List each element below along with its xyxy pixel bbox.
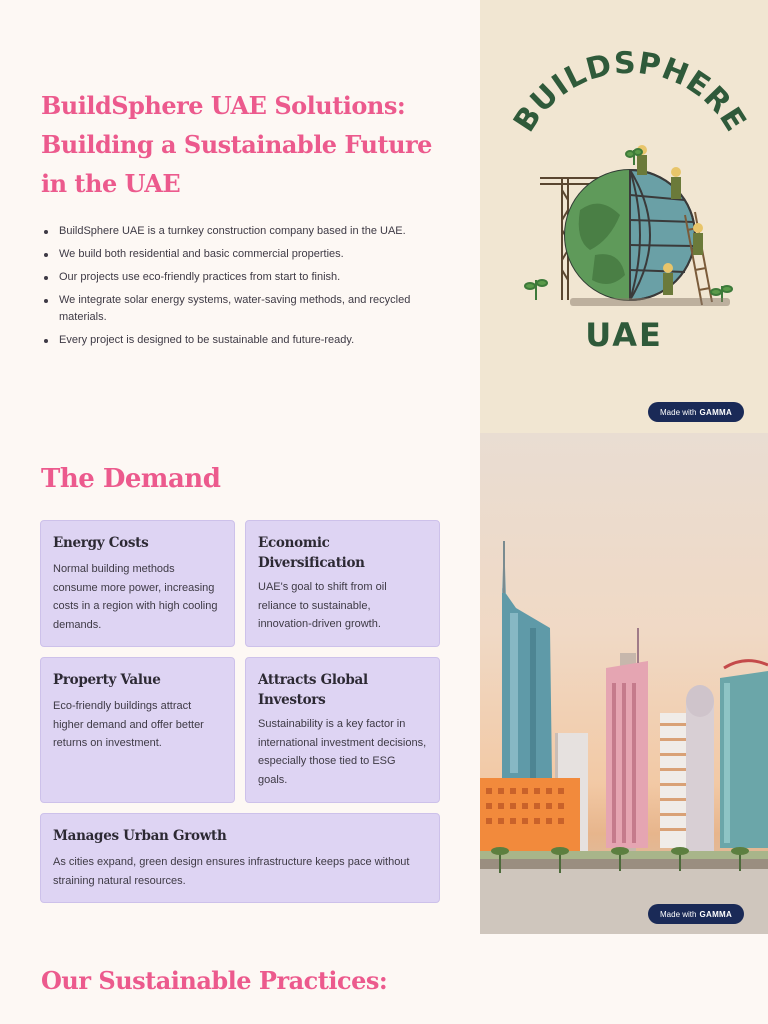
card-text: Normal building methods consume more power, increasing costs in a region with high cooling demands. xyxy=(53,563,218,631)
logo-uae-text: UAE xyxy=(585,316,663,354)
demand-card-energy-costs xyxy=(40,520,235,647)
list-item: BuildSphere UAE is a turnkey construction company based in the UAE. xyxy=(41,223,441,240)
list-item: Every project is designed to be sustainable and future-ready. xyxy=(41,332,441,349)
page-title: BuildSphere UAE Solutions: Building a Sustainable Future in the UAE xyxy=(41,91,432,198)
svg-text:BUILDSPHERE xyxy=(507,46,753,139)
intro-bullet-list xyxy=(41,223,441,349)
practices-heading: Our Sustainable Practices: xyxy=(41,966,388,995)
badge-brand: GAMMA xyxy=(699,909,733,919)
list-item: We integrate solar energy systems, water-saving methods, and recycled materials. xyxy=(41,292,441,326)
skyline-illustration xyxy=(480,433,768,934)
demand-heading: The Demand xyxy=(41,464,221,494)
badge-brand: GAMMA xyxy=(699,407,733,417)
card-title: Energy Costs xyxy=(53,535,149,551)
made-with-gamma-badge[interactable] xyxy=(648,904,744,924)
card-title: Property Value xyxy=(53,672,161,688)
list-item: Our projects use eco-friendly practices from start to finish. xyxy=(41,269,441,286)
card-text: As cities expand, green design ensures infrastructure keeps pace without straining natural resources. xyxy=(53,856,410,887)
logo-panel xyxy=(480,0,768,433)
demand-card-economic-diversification xyxy=(245,520,440,647)
buildsphere-logo xyxy=(480,0,768,433)
made-with-gamma-badge[interactable] xyxy=(648,402,744,422)
logo-arc-text: BUILDSPHERE xyxy=(506,45,754,139)
intro-section xyxy=(41,86,441,355)
card-title: Manages Urban Growth xyxy=(53,828,227,844)
demand-card-property-value xyxy=(40,657,235,803)
card-title: Attracts Global Investors xyxy=(258,672,368,708)
demand-card-attracts-global-investors xyxy=(245,657,440,803)
badge-prefix: Made with xyxy=(660,909,697,919)
badge-prefix: Made with xyxy=(660,407,697,417)
demand-card-manages-urban-growth xyxy=(40,813,440,903)
card-title: Economic Diversification xyxy=(258,535,365,571)
card-text: Sustainability is a key factor in international investment decisions, especially those tied to ESG goals. xyxy=(258,718,427,786)
card-text: UAE's goal to shift from oil reliance to sustainable, innovation-driven growth. xyxy=(258,581,387,630)
city-skyline-image xyxy=(480,433,768,934)
card-text: Eco-friendly buildings attract higher demand and offer better returns on investment. xyxy=(53,700,204,749)
list-item: We build both residential and basic commercial properties. xyxy=(41,246,441,263)
